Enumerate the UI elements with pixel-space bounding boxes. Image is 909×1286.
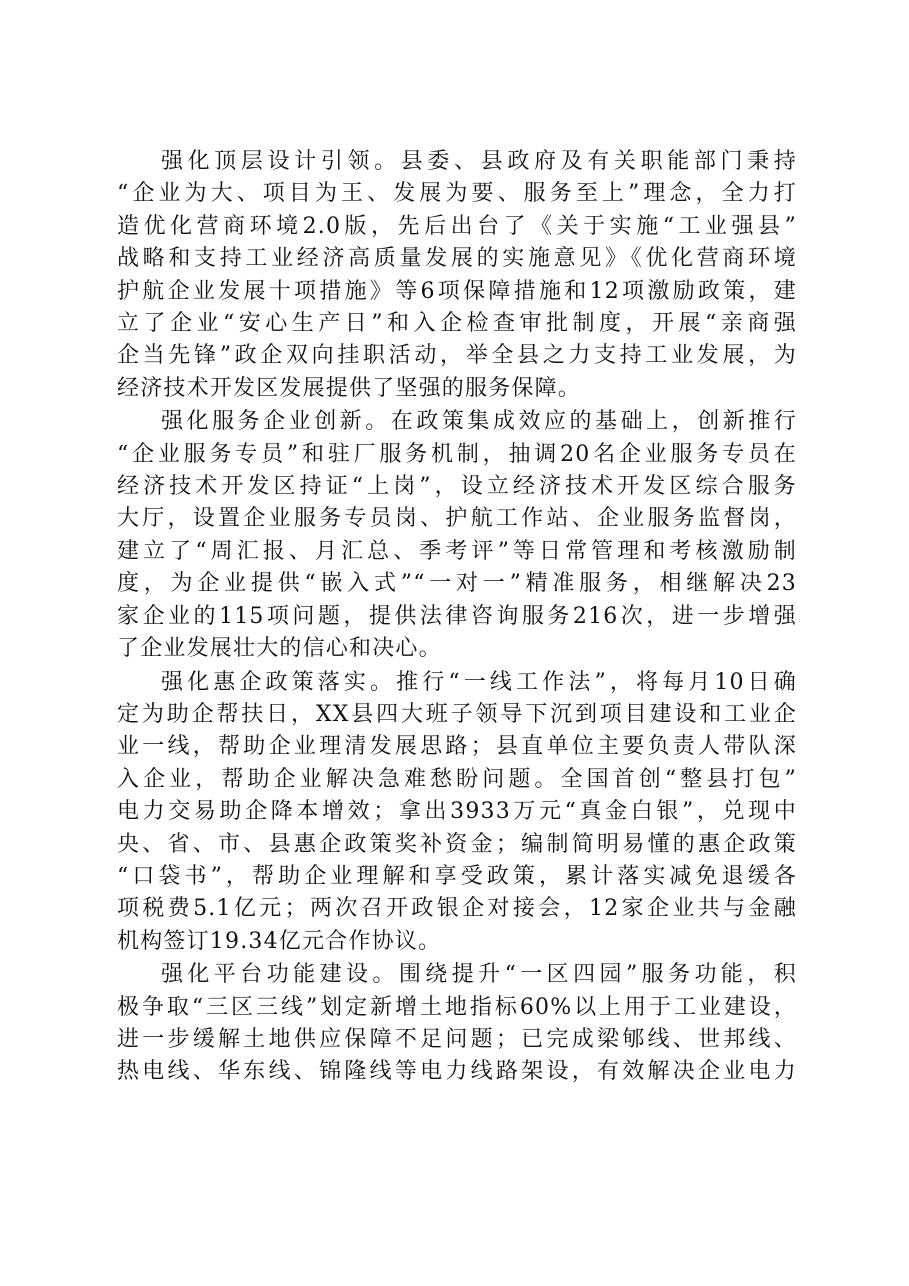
text-line: 业一线，帮助企业理清发展思路；县直单位主要负责人带队深 — [117, 734, 797, 760]
text-line: 战略和支持工业经济高质量发展的实施意见》《优化营商环境 — [117, 246, 797, 272]
text-line: 热电线、华东线、锦隆线等电力线路架设，有效解决企业电力 — [117, 1059, 797, 1085]
text-line: “口袋书”，帮助企业理解和享受政策，累计落实减免退缓各 — [117, 863, 797, 889]
text-line: 护航企业发展十项措施》等6项保障措施和12项激励政策，建 — [117, 278, 797, 304]
text-line: 定为助企帮扶日，XX县四大班子领导下沉到项目建设和工业企 — [117, 701, 797, 727]
paragraph-top-level-design — [117, 146, 797, 405]
text-line: 进一步缓解土地供应保障不足问题；已完成梁郇线、世邦线、 — [117, 1026, 797, 1052]
text-line: 入企业，帮助企业解决急难愁盼问题。全国首创“整县打包” — [117, 766, 797, 792]
text-line: “企业服务专员”和驻厂服务机制，抽调20名企业服务专员在 — [117, 441, 797, 467]
text-line: 经济技术开发区持证“上岗”，设立经济技术开发区综合服务 — [117, 474, 797, 500]
text-line: 立了企业“安心生产日”和入企检查审批制度，开展“亲商强 — [117, 311, 797, 337]
text-line: 经济技术开发区发展提供了坚强的服务保障。 — [117, 375, 582, 401]
text-line: 极争取“三区三线”划定新增土地指标60%以上用于工业建设， — [117, 994, 797, 1020]
text-line: 强化服务企业创新。在政策集成效应的基础上，创新推行 — [161, 409, 797, 435]
paragraph-service-innovation — [117, 406, 797, 665]
text-line: 项税费5.1亿元；两次召开政银企对接会，12家企业共与金融 — [117, 896, 797, 922]
text-line: 强化平台功能建设。围绕提升“一区四园”服务功能，积 — [161, 962, 797, 988]
text-line: 强化惠企政策落实。推行“一线工作法”，将每月10日确 — [161, 669, 797, 695]
paragraph-platform-function — [117, 959, 797, 1089]
text-line: 建立了“周汇报、月汇总、季考评”等日常管理和考核激励制 — [117, 538, 797, 564]
text-line: “企业为大、项目为王、发展为要、服务至上”理念，全力打 — [117, 181, 797, 207]
paragraph-policy-implementation — [117, 667, 797, 959]
text-line: 大厅，设置企业服务专员岗、护航工作站、企业服务监督岗， — [117, 506, 797, 532]
text-line: 造优化营商环境2.0版，先后出台了《关于实施“工业强县” — [117, 213, 797, 239]
text-line: 强化顶层设计引领。县委、县政府及有关职能部门秉持 — [161, 149, 797, 174]
text-line: 了企业发展壮大的信心和决心。 — [117, 636, 442, 662]
text-line: 家企业的115项问题，提供法律咨询服务216次，进一步增强 — [117, 603, 797, 629]
text-line: 机构签订19.34亿元合作协议。 — [117, 928, 442, 954]
document-body — [117, 146, 797, 1089]
text-line: 电力交易助企降本增效；拿出3933万元“真金白银”，兑现中 — [117, 799, 797, 825]
text-line: 度，为企业提供“嵌入式”“一对一”精准服务，相继解决23 — [117, 571, 797, 597]
text-line: 央、省、市、县惠企政策奖补资金；编制简明易懂的惠企政策 — [117, 831, 797, 857]
text-line: 企当先锋”政企双向挂职活动，举全县之力支持工业发展，为 — [117, 343, 797, 369]
